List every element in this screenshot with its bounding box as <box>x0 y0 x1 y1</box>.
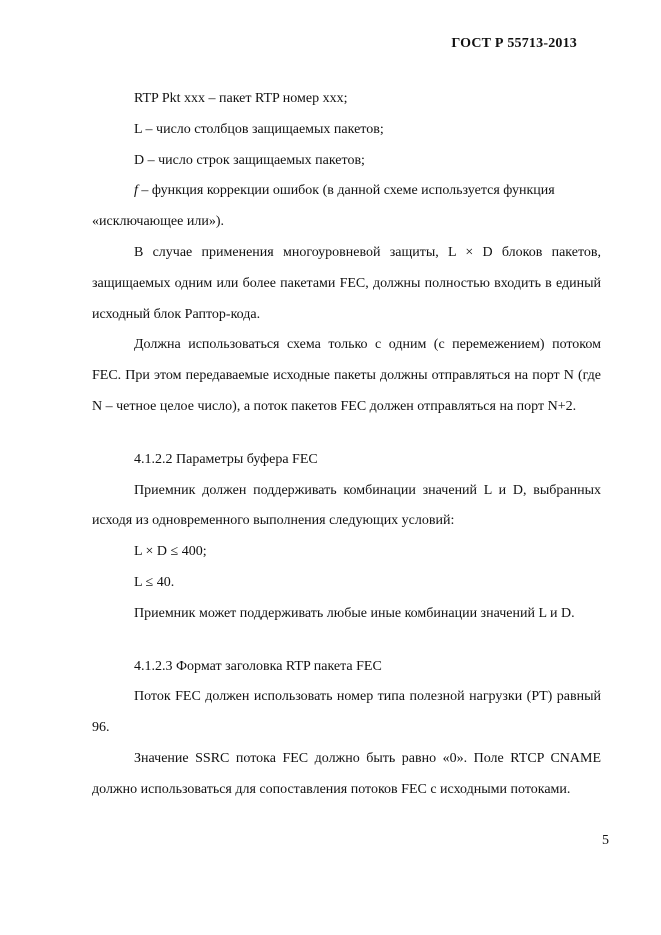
definition-f-continuation: «исключающее или»). <box>92 214 224 230</box>
f-symbol: f <box>134 183 138 199</box>
standard-header: ГОСТ Р 55713-2013 <box>451 36 577 51</box>
page-number: 5 <box>602 833 609 848</box>
spacer <box>92 423 601 445</box>
spacer <box>92 630 601 652</box>
definition-rtp-pkt: RTP Pkt xxx – пакет RTP номер xxx; <box>134 91 348 106</box>
multilevel-protection-paragraph: В случае применения многоуровневой защиты, L × D блоков пакетов, защищаемых одним или более пакетами FEC, должны полностью входить в единый исходный блок Раптор-кода. <box>92 244 601 322</box>
page-content <box>92 84 601 806</box>
section-4-1-2-3-heading: 4.1.2.3 Формат заголовка RTP пакета FEC <box>134 658 382 674</box>
section-4-1-2-2-heading: 4.1.2.2 Параметры буфера FEC <box>134 451 318 467</box>
receiver-must-paragraph: Приемник должен поддерживать комбинации значений L и D, выбранных исходя из одновременного выполнения следующих условий: <box>92 482 601 529</box>
receiver-may-paragraph: Приемник может поддерживать любые иные комбинации значений L и D. <box>134 605 575 621</box>
definition-f <box>92 176 601 207</box>
definition-f-text: – функция коррекции ошибок (в данной схеме используется функция <box>141 183 555 199</box>
ssrc-paragraph: Значение SSRC потока FEC должно быть равно «0». Поле RTCP CNAME должно использоваться для сопоставления потоков FEC с исходными потоками. <box>92 750 601 797</box>
condition-l: L ≤ 40. <box>134 574 175 590</box>
single-stream-paragraph: Должна использоваться схема только с одним (с перемежением) потоком FEC. При этом передаваемые исходные пакеты должны отправляться на порт N (где N – четное целое число), а поток пакетов FEC должен отправляться на порт N+2. <box>92 337 601 414</box>
condition-ld: L × D ≤ 400; <box>134 544 207 560</box>
definition-d: D – число строк защищаемых пакетов; <box>134 152 365 168</box>
payload-type-paragraph: Поток FEC должен использовать номер типа полезной нагрузки (PT) равный 96. <box>92 689 601 736</box>
definition-l: L – число столбцов защищаемых пакетов; <box>134 121 384 137</box>
